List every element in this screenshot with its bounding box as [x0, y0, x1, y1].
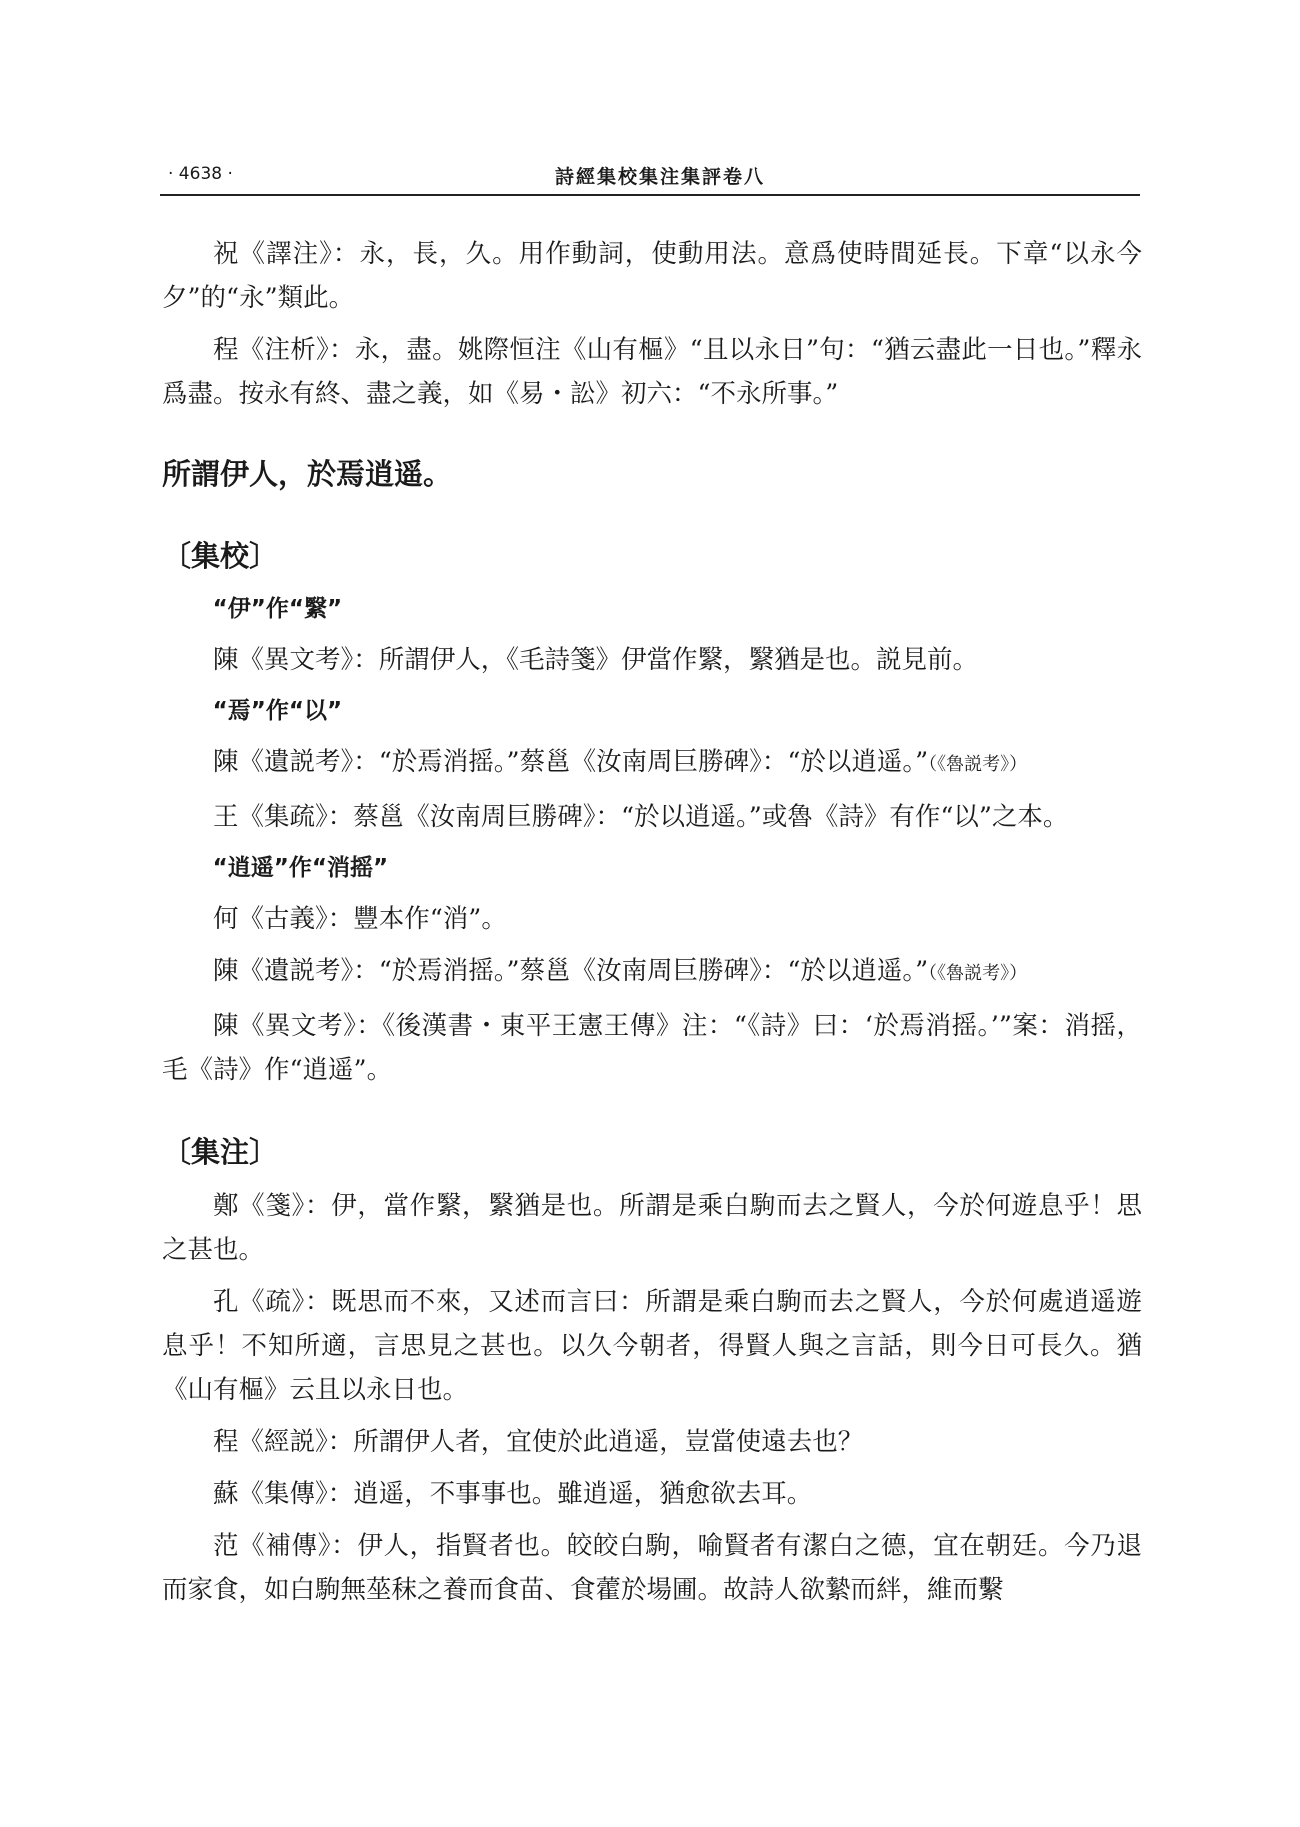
body-paragraph: 孔《疏》：既思而不來，又述而言曰：所謂是乘白駒而去之賢人，今於何處逍遥遊息乎！不知所適，言思見之甚也。以久今朝者，得賢人與之言話，則今日可長久。猶《山有樞》云且以永日也。: [162, 1287, 1142, 1405]
body-paragraph: 王《集疏》：蔡邕《汝南周巨勝碑》：“於以逍遥。”或魯《詩》有作“以”之本。: [213, 802, 1069, 832]
body-paragraph: 何《古義》：豐本作“消”。: [213, 904, 507, 934]
body-paragraph: 蘇《集傳》：逍遥，不事事也。雖逍遥，猶愈欲去耳。: [213, 1479, 813, 1509]
paragraph-text: 陳《遺説考》：“於焉消摇。”蔡邕《汝南周巨勝碑》：“於以逍遥。”: [213, 747, 929, 777]
section-heading-jizhu: 〔集注〕: [162, 1135, 279, 1169]
page-header: [160, 160, 1140, 196]
body-paragraph: 祝《譯注》：永，長，久。用作動詞，使動用法。意爲使時間延長。下章“以永今夕”的“永”類此。: [162, 239, 1142, 313]
variant-heading: “焉”作“以”: [212, 698, 343, 724]
variant-heading: “逍遥”作“消摇”: [212, 855, 389, 881]
body-paragraph: 程《經説》：所謂伊人者，宜使於此逍遥，豈當使遠去也？: [213, 1427, 864, 1457]
paragraph-text: 陳《遺説考》：“於焉消摇。”蔡邕《汝南周巨勝碑》：“於以逍遥。”: [213, 956, 929, 986]
body-paragraph: [162, 949, 1142, 996]
variant-heading: “伊”作“繄”: [212, 596, 343, 622]
source-note: （《魯説考》）: [928, 963, 1028, 984]
body-paragraph: 陳《異文考》：所謂伊人，《毛詩箋》伊當作繄，繄猶是也。説見前。: [213, 645, 979, 675]
body-paragraph: 陳《異文考》：《後漢書・東平王憲王傳》注：“《詩》曰：‘於焉消摇。’”案：消摇，毛《詩》作“逍遥”。: [162, 1011, 1142, 1085]
verse-line: 所謂伊人，於焉逍遥。: [162, 457, 453, 491]
source-note: （《魯説考》）: [928, 754, 1028, 775]
page-body: [162, 232, 1142, 1620]
section-gap: [162, 1100, 1142, 1130]
page-number: · 4638 ·: [168, 164, 233, 184]
running-title: 詩經集校集注集評卷八: [555, 166, 766, 188]
section-heading-jijiao: 〔集校〕: [162, 539, 279, 573]
body-paragraph: 范《補傳》：伊人，指賢者也。皎皎白駒，喻賢者有潔白之德，宜在朝廷。今乃退而家食，如白駒無莝秣之養而食苗、食藿於場圃。故詩人欲縶而絆，維而繫: [162, 1531, 1142, 1605]
body-paragraph: [162, 740, 1142, 787]
body-paragraph: 程《注析》：永，盡。姚際恒注《山有樞》“且以永日”句：“猶云盡此一日也。”釋永爲盡。按永有終、盡之義，如《易・訟》初六：“不永所事。”: [162, 335, 1142, 409]
body-paragraph: 鄭《箋》：伊，當作繄，繄猶是也。所謂是乘白駒而去之賢人，今於何遊息乎！思之甚也。: [162, 1191, 1142, 1265]
